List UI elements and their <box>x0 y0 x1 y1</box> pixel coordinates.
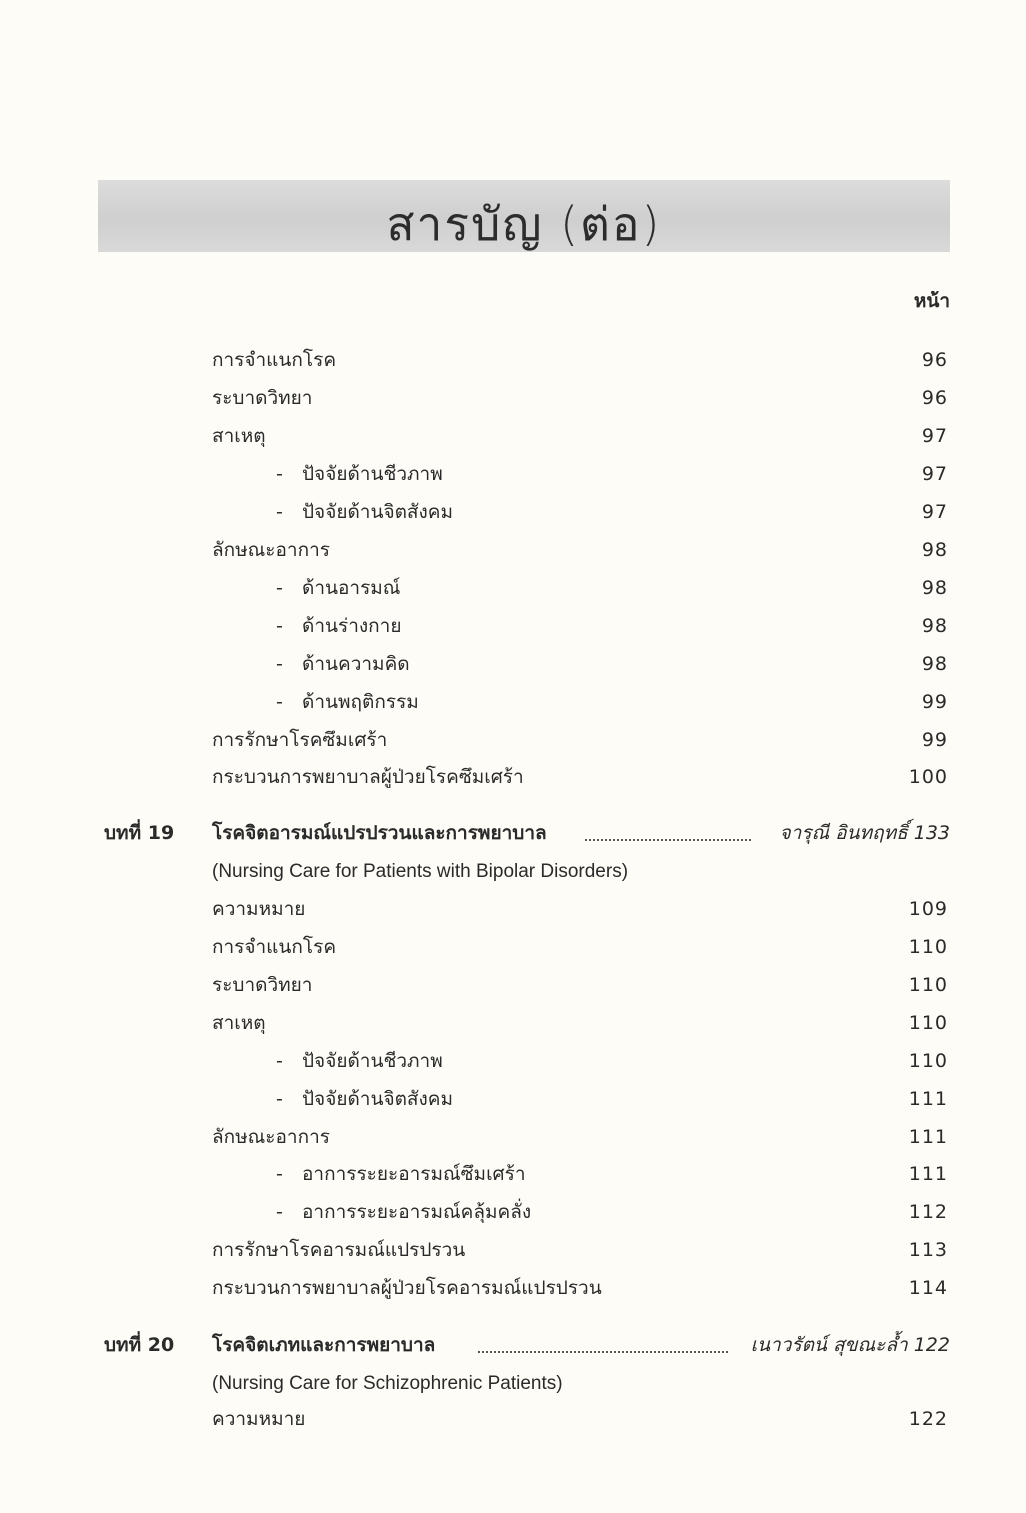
toc-subentry[interactable] <box>0 645 1026 683</box>
toc-entry-label: ระบาดวิทยา <box>212 387 313 409</box>
toc-subentry-label: - อาการระยะอารมณ์คลุ้มคลั่ง <box>276 1193 531 1231</box>
chapter-english-title <box>0 853 1026 891</box>
toc-entry-page: 97 <box>921 425 948 447</box>
toc-entry-label: การจำแนกโรค <box>212 349 337 371</box>
toc-subentry[interactable] <box>0 455 1026 493</box>
chapter-title: โรคจิตเภทและการพยาบาล <box>212 1334 436 1356</box>
english-title-text: (Nursing Care for Patients with Bipolar Disorders) <box>212 861 629 882</box>
toc-entry-page: 109 <box>908 898 948 920</box>
toc-entry-label: ระบาดวิทยา <box>212 974 313 996</box>
toc-entry-page: 110 <box>908 936 948 958</box>
toc-entry-page: 99 <box>921 729 948 751</box>
toc-entry-label: กระบวนการพยาบาลผู้ป่วยโรคอารมณ์แปรปรวน <box>212 1277 602 1299</box>
english-title-text: (Nursing Care for Schizophrenic Patients) <box>212 1373 563 1394</box>
toc-entry-page: 110 <box>908 1050 948 1072</box>
toc-entry[interactable] <box>0 928 1026 966</box>
chapter-author-page: จารุณี อินทฤทธิ์ 133 <box>779 822 950 844</box>
toc-entry-page: 97 <box>921 501 948 523</box>
toc-entry[interactable] <box>0 758 1026 796</box>
chapter-number: บทที่ 20 <box>104 1334 175 1356</box>
toc-subentry-label: - ปัจจัยด้านชีวภาพ <box>276 455 443 493</box>
toc-entry-page: 113 <box>908 1239 948 1261</box>
toc-entry-page: 114 <box>908 1277 948 1299</box>
toc-entry-page: 96 <box>921 349 948 371</box>
toc-subentry[interactable] <box>0 569 1026 607</box>
toc-entry-page: 112 <box>908 1201 948 1223</box>
toc-entry-page: 98 <box>921 615 948 637</box>
toc-subentry[interactable] <box>0 607 1026 645</box>
toc-entry-label: การรักษาโรคซึมเศร้า <box>212 729 388 751</box>
toc-entry[interactable] <box>0 531 1026 569</box>
toc-entry[interactable] <box>0 721 1026 759</box>
toc-entry-page: 96 <box>921 387 948 409</box>
toc-entry-label: การจำแนกโรค <box>212 936 337 958</box>
toc-entry-page: 98 <box>921 577 948 599</box>
toc-entry-page: 97 <box>921 463 948 485</box>
toc-entry-page: 100 <box>908 766 948 788</box>
toc-subentry-label: - ปัจจัยด้านจิตสังคม <box>276 1080 453 1118</box>
toc-entry-label: ลักษณะอาการ <box>212 1126 330 1148</box>
chapter-19-heading[interactable] <box>0 814 1026 852</box>
toc-entry[interactable] <box>0 1400 1026 1438</box>
toc-entry-label: ลักษณะอาการ <box>212 539 330 561</box>
toc-entry-page: 111 <box>908 1088 948 1110</box>
toc-entry-label: สาเหตุ <box>212 425 266 447</box>
toc-entry[interactable] <box>0 966 1026 1004</box>
toc-entry-page: 98 <box>921 653 948 675</box>
chapter-20-heading[interactable] <box>0 1326 1026 1364</box>
toc-subentry-label: - ปัจจัยด้านชีวภาพ <box>276 1042 443 1080</box>
toc-subentry-label: - ปัจจัยด้านจิตสังคม <box>276 493 453 531</box>
toc-subentry-label: - อาการระยะอารมณ์ซึมเศร้า <box>276 1155 526 1193</box>
toc-entry[interactable] <box>0 1269 1026 1307</box>
toc-entry[interactable] <box>0 341 1026 379</box>
toc-entry-page: 99 <box>921 691 948 713</box>
toc-entry-label: ความหมาย <box>212 1408 306 1430</box>
toc-entry-page: 110 <box>908 1012 948 1034</box>
toc-entry[interactable] <box>0 417 1026 455</box>
toc-entry-label: กระบวนการพยาบาลผู้ป่วยโรคซึมเศร้า <box>212 766 524 788</box>
toc-entry[interactable] <box>0 1004 1026 1042</box>
toc-entry-label: การรักษาโรคอารมณ์แปรปรวน <box>212 1239 466 1261</box>
toc-subentry[interactable] <box>0 1080 1026 1118</box>
chapter-english-title <box>0 1365 1026 1403</box>
toc-entry-page: 98 <box>921 539 948 561</box>
toc-entry-page: 111 <box>908 1163 948 1185</box>
toc-entry-label: สาเหตุ <box>212 1012 266 1034</box>
dot-leader <box>478 1351 728 1353</box>
chapter-number: บทที่ 19 <box>104 822 175 844</box>
toc-entry[interactable] <box>0 890 1026 928</box>
toc-entry-label: ความหมาย <box>212 898 306 920</box>
toc-entry-page: 110 <box>908 974 948 996</box>
toc-subentry[interactable] <box>0 1042 1026 1080</box>
toc-subentry[interactable] <box>0 1193 1026 1231</box>
page-title: สารบัญ (ต่อ) <box>386 197 662 251</box>
toc-entry[interactable] <box>0 1118 1026 1156</box>
chapter-author-page: เนาวรัตน์ สุขณะล้ำ 122 <box>750 1334 950 1356</box>
toc-subentry-label: - ด้านความคิด <box>276 645 410 683</box>
dot-leader <box>585 839 751 841</box>
toc-subentry[interactable] <box>0 683 1026 721</box>
toc-subentry[interactable] <box>0 1155 1026 1193</box>
toc-subentry-label: - ด้านอารมณ์ <box>276 569 400 607</box>
page-column-header: หน้า <box>913 290 950 312</box>
toc-entry[interactable] <box>0 1231 1026 1269</box>
toc-subentry[interactable] <box>0 493 1026 531</box>
toc-entry-page: 122 <box>908 1408 948 1430</box>
chapter-title: โรคจิตอารมณ์แปรปรวนและการพยาบาล <box>212 822 547 844</box>
toc-entry-page: 111 <box>908 1126 948 1148</box>
toc-entry[interactable] <box>0 379 1026 417</box>
toc-subentry-label: - ด้านพฤติกรรม <box>276 683 419 721</box>
toc-title-banner <box>98 180 950 252</box>
toc-subentry-label: - ด้านร่างกาย <box>276 607 401 645</box>
